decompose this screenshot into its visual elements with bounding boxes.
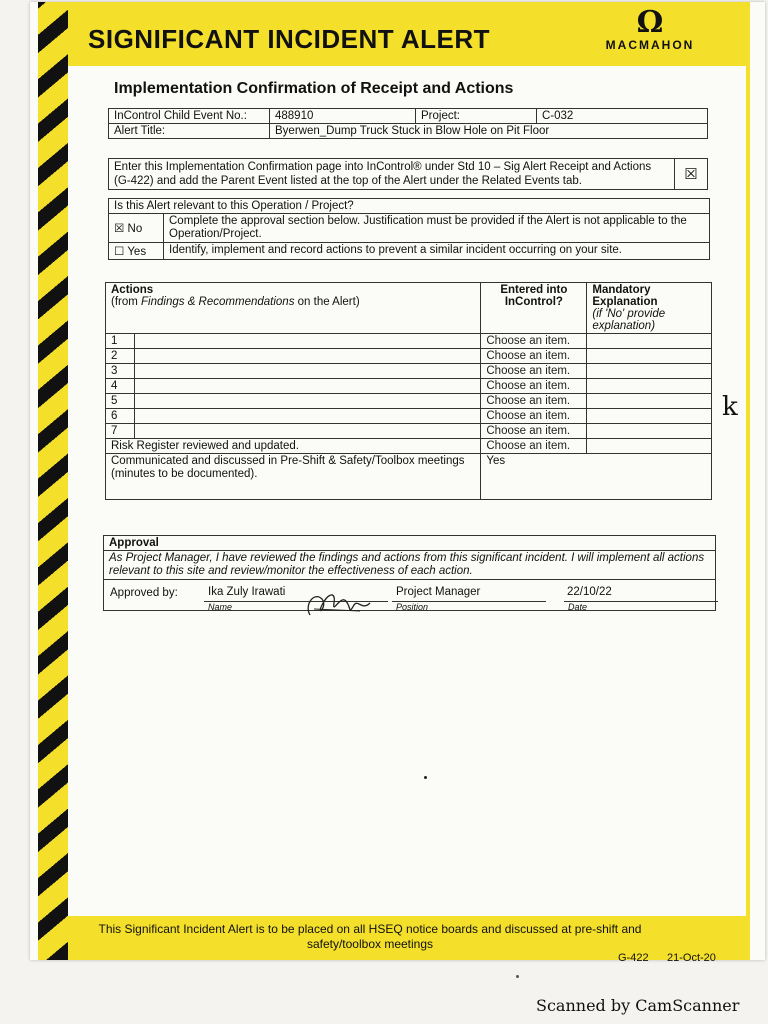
explanation-field[interactable] (587, 409, 712, 424)
instruction-text: Enter this Implementation Confirmation page into InControl® under Std 10 – Sig Alert Receipt and Actions (G-422) and add the Parent Event listed at the top of the Alert under the Related Events tab. (109, 159, 675, 190)
explanation-field[interactable] (587, 424, 712, 439)
scanner-watermark: Scanned by CamScanner (536, 996, 740, 1015)
project-label: Project: (416, 109, 537, 124)
explanation-field[interactable] (587, 379, 712, 394)
explanation-field[interactable] (587, 364, 712, 379)
action-text[interactable] (135, 364, 481, 379)
table-row (106, 409, 712, 424)
communicated-label: Communicated and discussed in Pre-Shift & Safety/Toolbox meetings (minutes to be documented). (106, 454, 481, 500)
no-description: Complete the approval section below. Justification must be provided if the Alert is not applicable to the Operation/Project. (164, 214, 710, 243)
scan-speck (424, 776, 427, 779)
scan-speck (516, 975, 519, 978)
actions-col-subtitle: (from Findings & Recommendations on the Alert) (111, 296, 360, 308)
action-text[interactable] (135, 349, 481, 364)
action-number: 4 (106, 379, 135, 394)
risk-register-explanation[interactable] (587, 439, 712, 454)
date-caption: Date (564, 601, 718, 612)
relevance-table (108, 198, 710, 260)
action-number: 3 (106, 364, 135, 379)
action-text[interactable] (135, 424, 481, 439)
approval-table (103, 535, 716, 611)
approval-signoff-row (104, 580, 716, 611)
logo-wordmark: MACMAHON (605, 38, 695, 52)
instruction-checkbox[interactable]: ☒ (675, 159, 708, 190)
margin-annotation: k (722, 392, 738, 422)
table-row (106, 379, 712, 394)
table-row (106, 394, 712, 409)
entered-select[interactable]: Choose an item. (481, 349, 587, 364)
company-logo (600, 5, 700, 52)
actions-table (105, 282, 712, 500)
approver-position[interactable]: Project Manager (396, 586, 481, 598)
risk-register-select[interactable]: Choose an item. (481, 439, 587, 454)
form-revision-date: 21-Oct-20 (667, 952, 716, 964)
instruction-box (108, 158, 708, 190)
actions-header (106, 283, 481, 334)
approval-heading: Approval (104, 536, 716, 551)
table-row (106, 364, 712, 379)
no-checkbox[interactable]: ☒ (114, 223, 125, 235)
name-caption: Name (204, 601, 388, 612)
entered-col-title: Entered into InControl? (481, 283, 587, 334)
explanation-field[interactable] (587, 334, 712, 349)
form-subtitle: Implementation Confirmation of Receipt and Actions (114, 80, 514, 97)
table-row (106, 334, 712, 349)
explanation-header (587, 283, 712, 334)
table-row (106, 424, 712, 439)
alert-title-label: Alert Title: (109, 124, 270, 139)
omega-logo-icon: Ω (636, 5, 664, 40)
explanation-field[interactable] (587, 394, 712, 409)
actions-col-title: Actions (111, 284, 154, 296)
action-number: 1 (106, 334, 135, 349)
entered-select[interactable]: Choose an item. (481, 394, 587, 409)
explanation-field[interactable] (587, 349, 712, 364)
hazard-stripe (38, 2, 68, 960)
signature-icon (300, 585, 380, 625)
no-label: No (127, 223, 143, 235)
alert-title-value[interactable]: Byerwen_Dump Truck Stuck in Blow Hole on Pit Floor (270, 124, 708, 139)
action-text[interactable] (135, 334, 481, 349)
yes-option[interactable] (109, 243, 164, 260)
risk-register-label: Risk Register reviewed and updated. (106, 439, 481, 454)
yes-label: Yes (127, 246, 147, 258)
form-code: G-422 (618, 952, 649, 964)
action-number: 5 (106, 394, 135, 409)
entered-select[interactable]: Choose an item. (481, 334, 587, 349)
approval-statement: As Project Manager, I have reviewed the findings and actions from this significant incident. I will implement all actions relevant to this site and review/monitor the effectiveness of each action. (104, 551, 716, 580)
action-text[interactable] (135, 379, 481, 394)
action-text[interactable] (135, 409, 481, 424)
event-info-table (108, 108, 708, 139)
footer-notice: This Significant Incident Alert is to be placed on all HSEQ notice boards and discussed at pre-shift and safety/toolbox meetings (98, 922, 642, 951)
entered-select[interactable]: Choose an item. (481, 409, 587, 424)
yes-checkbox[interactable]: ☐ (114, 246, 125, 258)
approval-date[interactable]: 22/10/22 (567, 586, 612, 598)
child-event-value[interactable]: 488910 (270, 109, 416, 124)
action-number: 2 (106, 349, 135, 364)
action-number: 7 (106, 424, 135, 439)
no-option[interactable] (109, 214, 164, 243)
action-number: 6 (106, 409, 135, 424)
explanation-col-subtitle: (if 'No' provide explanation) (592, 308, 666, 332)
relevance-question: Is this Alert relevant to this Operation / Project? (109, 199, 710, 214)
page-title: SIGNIFICANT INCIDENT ALERT (88, 24, 491, 54)
explanation-col-title: Mandatory Explanation (592, 284, 658, 308)
entered-select[interactable]: Choose an item. (481, 424, 587, 439)
project-value[interactable]: C-032 (537, 109, 708, 124)
yes-description: Identify, implement and record actions to prevent a similar incident occurring on your site. (164, 243, 710, 260)
child-event-label: InControl Child Event No.: (109, 109, 270, 124)
entered-select[interactable]: Choose an item. (481, 364, 587, 379)
action-text[interactable] (135, 394, 481, 409)
communicated-value[interactable]: Yes (481, 454, 712, 500)
entered-select[interactable]: Choose an item. (481, 379, 587, 394)
position-caption: Position (392, 601, 546, 612)
table-row (106, 349, 712, 364)
approver-name[interactable]: Ika Zuly Irawati (208, 586, 286, 598)
approved-by-label: Approved by: (110, 587, 178, 599)
